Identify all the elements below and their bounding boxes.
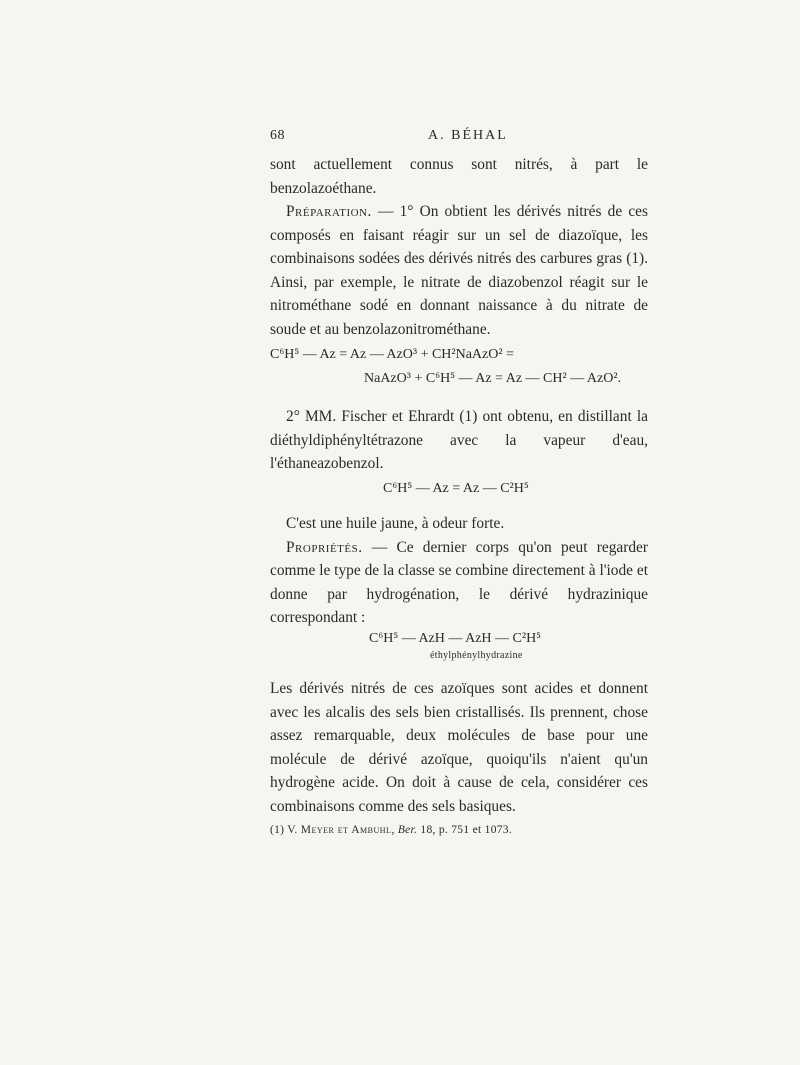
- paragraph-preparation: [270, 200, 648, 341]
- footnote-marker: (1) V.: [270, 824, 301, 836]
- section-lead: Propriétés.: [286, 538, 363, 556]
- paragraph: C'est une huile jaune, à odeur forte.: [286, 515, 505, 532]
- footnote-journal: Ber.: [397, 824, 418, 836]
- equation-line-1: C⁶H⁵ — Az = Az — AzO³ + CH²NaAzO² =: [270, 347, 514, 362]
- section-lead: Préparation.: [286, 203, 372, 220]
- equation-4: C⁶H⁵ — AzH — AzH — C²H⁵: [369, 631, 542, 646]
- paragraph-text: — Ce dernier corps qu'on peut regarder comme le type de la classe se combine directement à l'iode et donne par hydrogénation, le dérivé hydrazinique correspondant :: [270, 538, 648, 626]
- footnote-authors: Meyer et Ambuhl: [300, 824, 392, 836]
- footnote: [270, 824, 512, 836]
- equation-line-2: NaAzO³ + C⁶H⁵ — Az = Az — CH² — AzO².: [364, 371, 622, 386]
- page-number: 68: [270, 128, 285, 143]
- text-block-1: [270, 153, 648, 341]
- text-block-3: [270, 512, 648, 630]
- running-title: A. BÉHAL: [428, 128, 508, 143]
- paragraph: sont actuellement connus sont nitrés, à part le benzolazoéthane.: [270, 156, 648, 197]
- paragraph-proprietes: [270, 536, 648, 630]
- footnote-reference: 18, p. 751 et 1073.: [417, 824, 513, 836]
- text-block-4: [270, 677, 648, 818]
- footnote-separator: ,: [391, 824, 398, 836]
- equation-caption: éthylphénylhydrazine: [430, 650, 523, 661]
- text-block-2: [270, 405, 648, 476]
- paragraph: 2° MM. Fischer et Ehrardt (1) ont obtenu, en distillant la diéthyldiphényltétrazone avec la vapeur d'eau, l'éthaneazobenzol.: [270, 408, 648, 472]
- paragraph-text: — 1° On obtient les dérivés nitrés de ces composés en faisant réagir sur un sel de diazoïque, les combinaisons sodées des dérivés nitrés des carbures gras (1). Ainsi, par exemple, le nitrate de diazobenzol réagit sur le nitrométhane sodé en donnant naissance à du nitrate de soude et au benzolazonitrométhane.: [270, 203, 648, 338]
- paragraph: Les dérivés nitrés de ces azoïques sont acides et donnent avec les alcalis des sels bien cristallisés. Ils prennent, chose assez remarquable, deux molécules de base pour une molécule de dérivé azoïque, quoiqu'ils n'aient qu'un hydrogène acide. On doit à cause de cela, considérer ces combinaisons comme des sels basiques.: [270, 680, 648, 815]
- equation-3: C⁶H⁵ — Az = Az — C²H⁵: [383, 481, 529, 496]
